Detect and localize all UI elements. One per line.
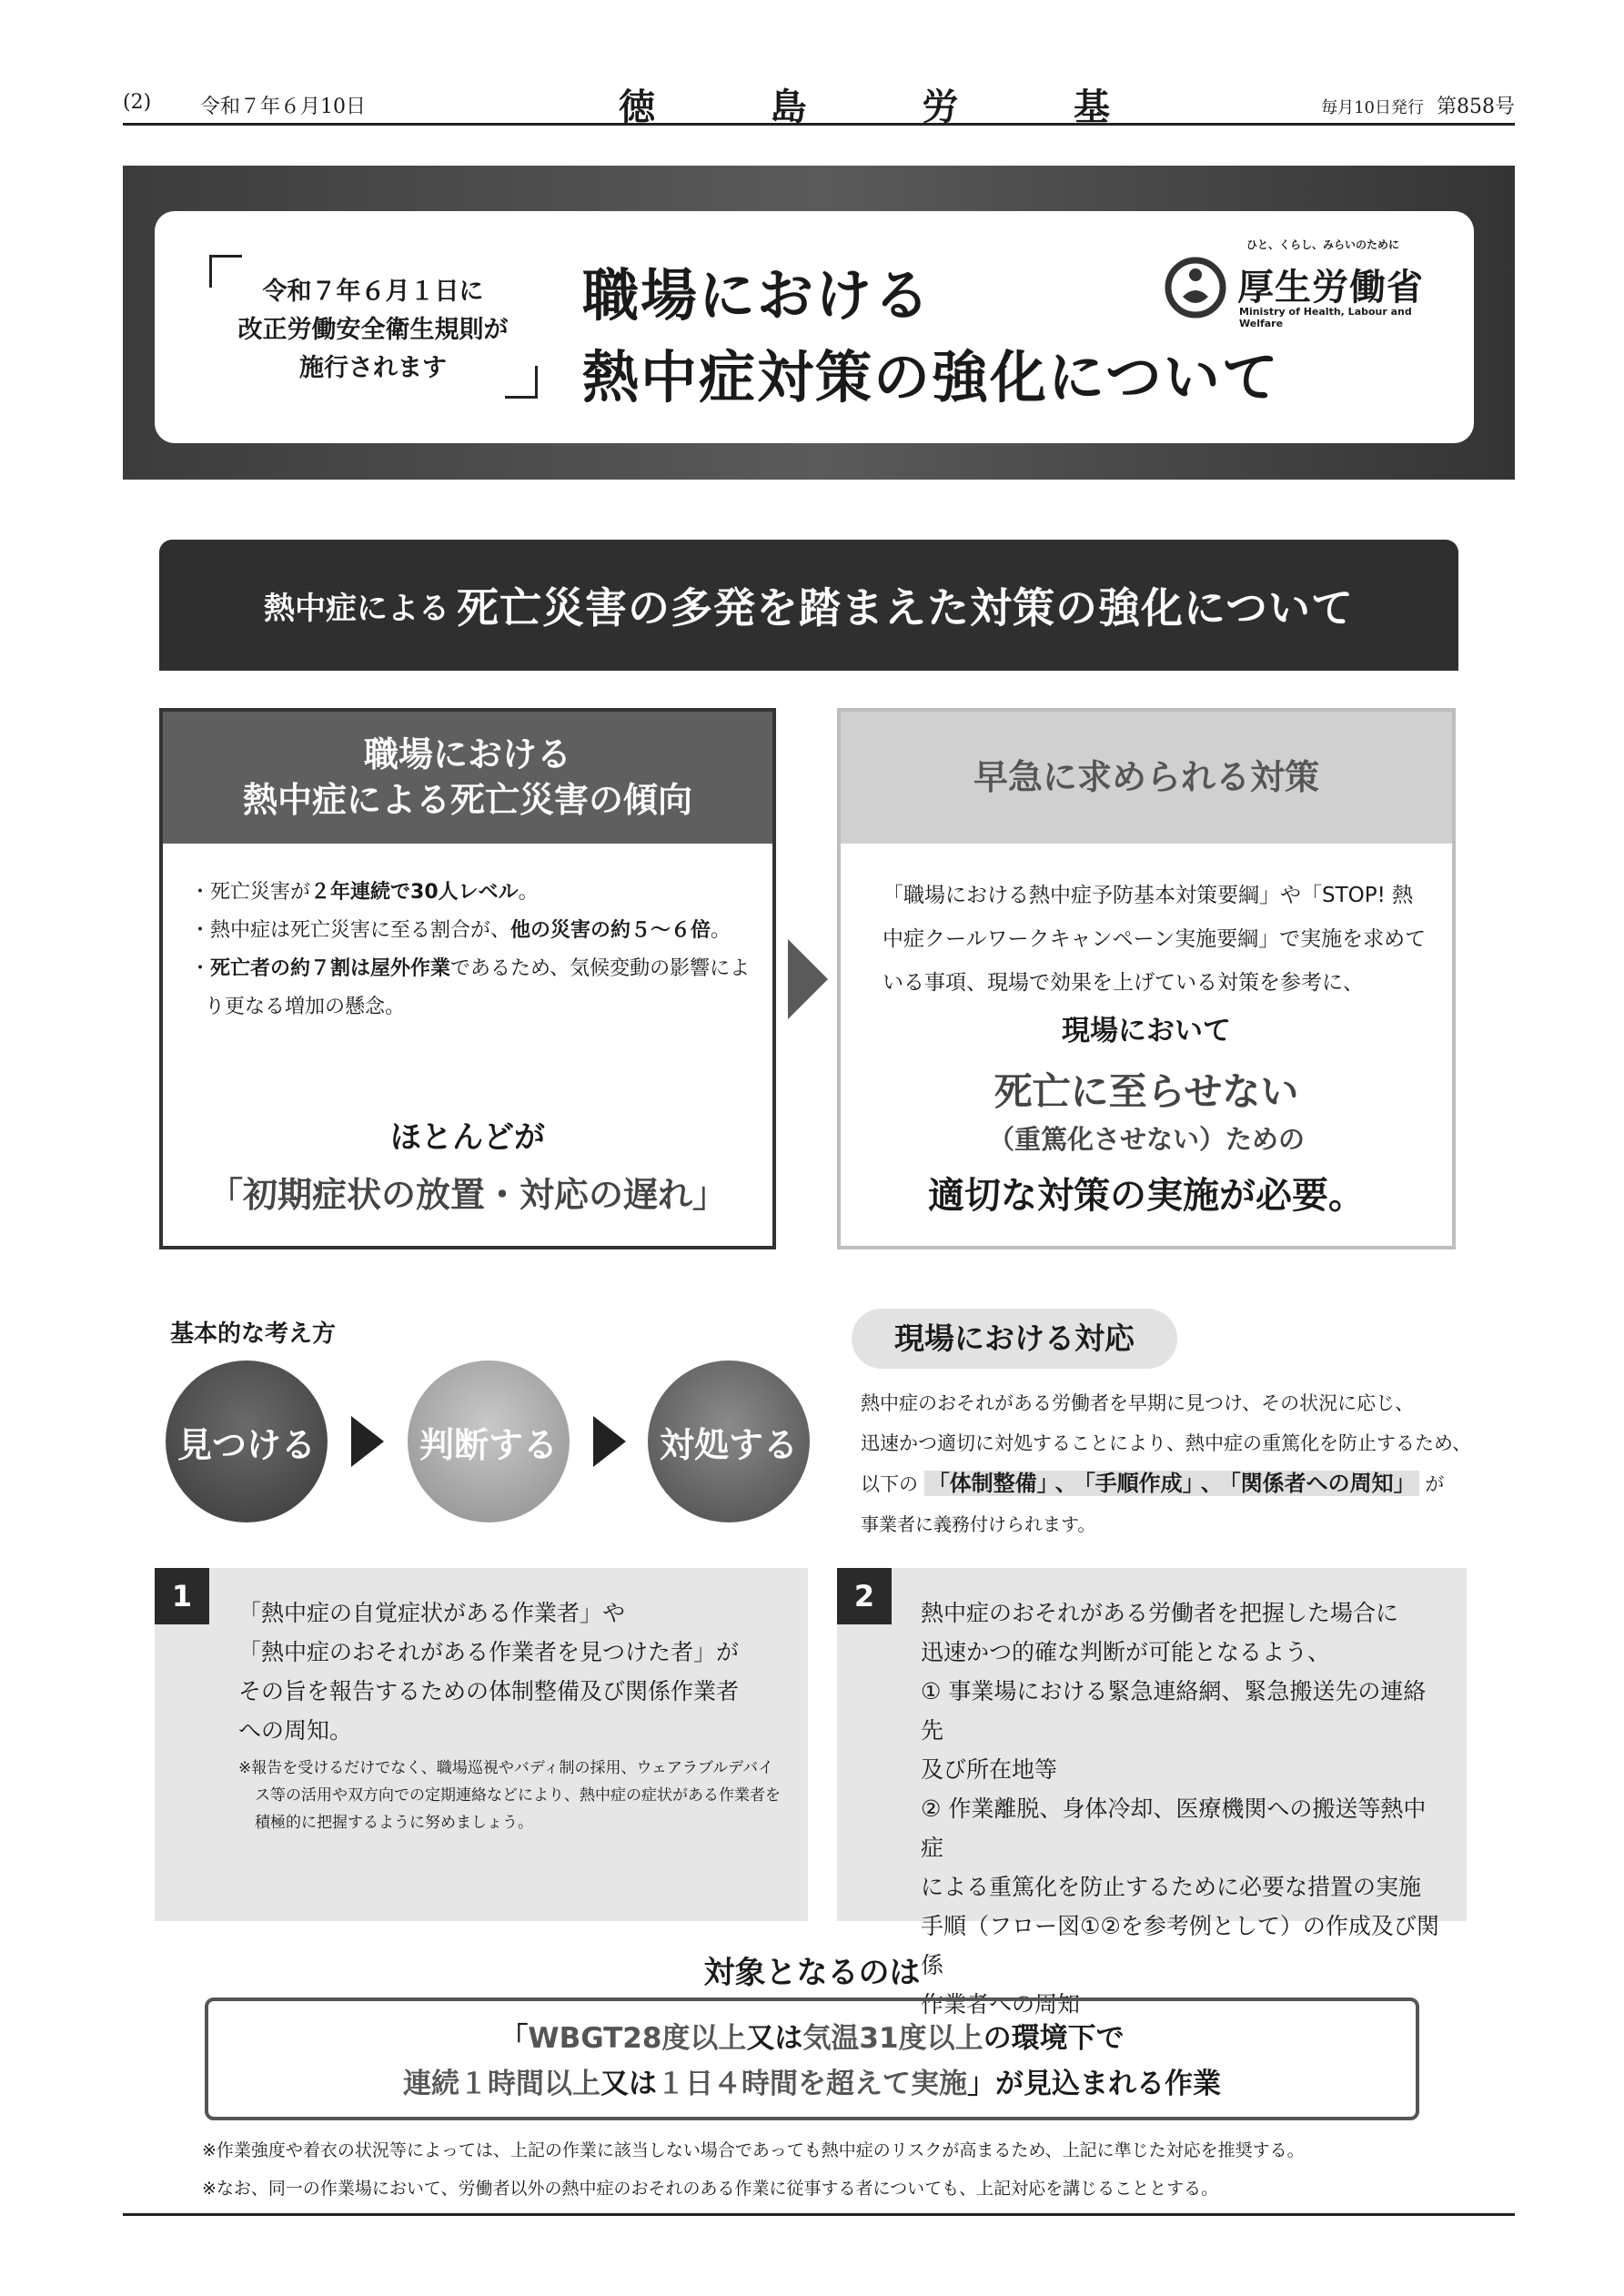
urgent-measures-box <box>837 708 1456 1249</box>
publish-frequency: 毎月10日発行 <box>1321 98 1424 117</box>
ministry-tagline: ひと、くらし、みらいのために <box>1246 238 1400 251</box>
urgent-measures-heading: 早急に求められる対策 <box>841 712 1452 844</box>
step-respond: 対処する <box>648 1360 810 1522</box>
requirement-box-2 <box>837 1568 1467 2018</box>
measures-line-2: 死亡に至らせない <box>994 1069 1299 1114</box>
trend-conclusion: 「初期症状の放置・対応の遅れ」 <box>207 1175 727 1215</box>
section-header <box>159 540 1458 671</box>
measures-line-1: 現場において <box>1062 1015 1231 1047</box>
target-label: 対象となるのは <box>703 1955 921 1991</box>
newsletter-title-char: 労 <box>922 86 959 128</box>
ministry-emblem-icon <box>1165 257 1226 319</box>
issue-number: 第858号 <box>1437 96 1515 118</box>
arrow-right-icon <box>351 1416 384 1467</box>
basic-approach-label: 基本的な考え方 <box>170 1320 337 1348</box>
requirement-box-1 <box>155 1568 808 1921</box>
page-number: (2) <box>123 91 152 114</box>
requirement-note: ※報告を受けるだけでなく、職場巡視やバディ制の採用、ウェアラブルデバイス等の活用や双方向での定期連絡などにより、熱中症の症状がある作業者を積極的に把握するように努めましょう。 <box>238 1759 781 1832</box>
list-item: ・死亡者の約７割は屋外作業であるため、気候変動の影響により更なる増加の懸念。 <box>190 957 751 1018</box>
section-prefix: 熱中症による <box>263 590 449 627</box>
main-title: 職場における 熱中症対策の強化について <box>582 262 1280 410</box>
highlight-notify: 「関係者への周知」 <box>1226 1471 1419 1496</box>
highlight-procedure: 「手順作成」 <box>1081 1471 1197 1496</box>
arrow-right-icon <box>788 939 828 1019</box>
highlight-system: 「体制整備」 <box>924 1471 1052 1496</box>
urgent-measures-text: 「職場における熱中症予防基本対策要綱」や「STOP! 熱中症クールワークキャンペーン実施要綱」で実施を求めている事項、現場で効果を上げている対策を参考に、 <box>883 884 1427 995</box>
measures-line-3: （重篤化させない）ための <box>987 1124 1305 1155</box>
requirement-text: 「熱中症の自覚症状がある作業者」や 「熱中症のおそれがある作業者を見つけた者」が その旨を報告するための体制整備及び関係作業者 への周知。 <box>238 1600 740 1744</box>
death-trend-heading: 職場における 熱中症による死亡災害の傾向 <box>163 712 772 844</box>
title-card <box>155 211 1474 443</box>
list-item: ・死亡災害が２年連続で30人レベル。 <box>190 881 539 904</box>
number-badge: 1 <box>155 1568 209 1624</box>
footnote: ※なお、同一の作業場において、労働者以外の熱中症のおそれのある作業に従事する者についても、上記対応を講じることとする。 <box>202 2179 1219 2199</box>
trend-conclusion-lead: ほとんどが <box>390 1119 545 1156</box>
ministry-name: 厚生労働省 <box>1237 267 1424 308</box>
target-line-1: 「WBGT28度以上又は気温31度以上の環境下で <box>499 2022 1125 2055</box>
requirement-text: 熱中症のおそれがある労働者を把握した場合に 迅速かつ的確な判断が可能となるよう、 ① 事業場における緊急連絡網、緊急搬送先の連絡先 及び所在地等 ② 作業離脱、身体冷却、医療機関への搬送等熱中症 による重篤化を防止するために必要な措置の実施 手順（フロー図①②を参考例として）の作成及び関係 作業者への周知 <box>921 1600 1439 2018</box>
onsite-response-text: 熱中症のおそれがある労働者を早期に見つけ、その状況に応じ、 迅速かつ適切に対処することにより、熱中症の重篤化を防止するため、 以下の 「体制整備」 、 「手順作成」 、 「関係者への周知」 が 事業者に義務付けられます。 <box>861 1392 1472 1535</box>
issue-info <box>1321 91 1515 119</box>
newsletter-title-char: 基 <box>1073 86 1110 128</box>
step-find: 見つける <box>166 1360 328 1522</box>
death-trend-box <box>159 708 776 1249</box>
number-badge: 2 <box>837 1568 892 1624</box>
footnote: ※作業強度や着衣の状況等によっては、上記の作業に該当しない場合であっても熱中症のリスクが高まるため、上記に準じた対応を推奨する。 <box>202 2140 1305 2160</box>
arrow-right-icon <box>593 1416 626 1467</box>
target-line-2: 連続１時間以上又は１日４時間を超えて実施」が見込まれる作業 <box>403 2068 1221 2100</box>
ministry-name-en: Ministry of Health, Labour and Welfare <box>1239 306 1412 329</box>
newsletter-title <box>619 78 1110 130</box>
trend-list <box>190 874 754 1027</box>
list-item: ・熱中症は死亡災害に至る割合が、他の災害の約５～６倍。 <box>190 919 731 942</box>
newsletter-title-char: 徳 <box>619 86 655 128</box>
target-conditions-box <box>205 1998 1419 2120</box>
page-header <box>123 82 1515 126</box>
issue-date: 令和７年６月10日 <box>200 96 366 118</box>
section-title: 死亡災害の多発を踏まえた対策の強化について <box>456 583 1355 632</box>
newsletter-title-char: 島 <box>770 86 807 128</box>
step-judge: 判断する <box>408 1360 570 1522</box>
measures-line-4: 適切な対策の実施が必要。 <box>928 1175 1365 1217</box>
enforcement-notice: 令和７年６月１日に 改正労働安全衛生規則が 施行されます <box>237 278 509 382</box>
footnotes <box>202 2131 1476 2208</box>
bottom-rule <box>123 2213 1515 2216</box>
onsite-response-label: 現場における対応 <box>852 1309 1177 1369</box>
ministry-logo <box>1165 237 1456 328</box>
title-banner <box>123 166 1515 480</box>
